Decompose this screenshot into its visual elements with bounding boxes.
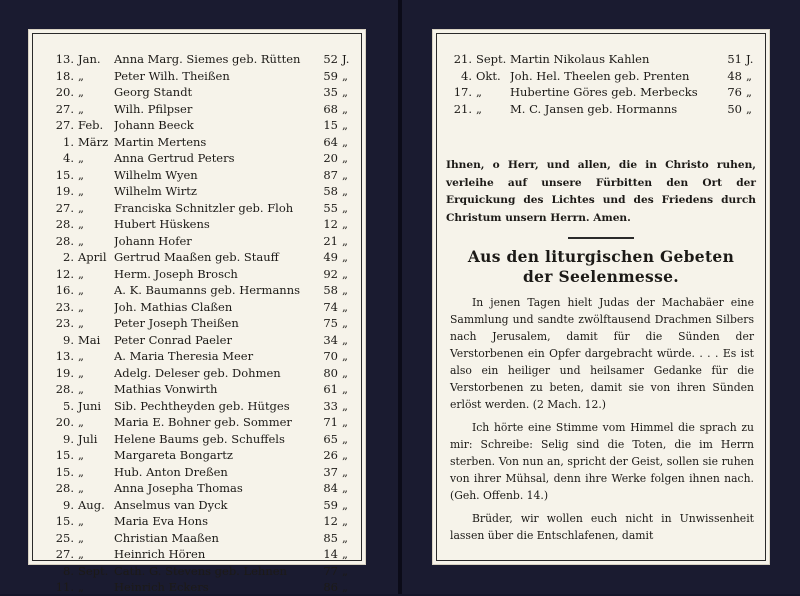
entry-age: 37 [323,464,338,479]
entry-name: Herm. Joseph Brosch [114,266,238,281]
entry-day: 28. [55,382,74,396]
entry-day: 18. [55,68,74,83]
entry-unit: J. [746,52,754,66]
entry-unit: „ [342,134,348,149]
entry-month: „ [78,448,84,462]
entry-unit: „ [342,398,348,413]
entry-day: 27. [55,118,74,132]
list-item [38,546,356,563]
entry-month: „ [78,514,84,528]
entry-unit: „ [342,266,348,281]
entry-day: 5. [63,398,74,413]
entry-unit: „ [342,118,348,132]
list-item [38,84,356,101]
entry-month: März [78,134,109,149]
list-item [38,365,356,382]
entry-unit: „ [342,382,348,396]
entry-age: 76 [727,85,742,99]
list-item [38,68,356,85]
entry-age: 85 [323,530,338,545]
entry-unit: „ [342,85,348,99]
list-item [38,101,356,118]
list-item [38,51,356,68]
entry-age: 75 [323,316,338,330]
entry-age: 71 [323,415,338,429]
entry-age: 64 [323,134,338,149]
entry-month: „ [78,464,84,479]
heading-line-1: Aus den liturgischen Gebeten [467,247,735,266]
entry-day: 28. [55,481,74,495]
entry-age: 58 [323,283,338,297]
entry-age: 61 [323,382,338,396]
entry-month: „ [476,101,482,116]
entry-name: Peter Conrad Paeler [114,332,232,347]
entry-name: Maria E. Bohner geb. Sommer [114,415,292,429]
entry-age: 12 [323,217,338,231]
entry-name: Christian Maaßen [114,530,219,545]
entry-age: 59 [323,68,338,83]
entry-month: Juli [78,431,98,446]
entry-day: 1. [63,134,74,149]
entry-age: 51 [727,52,742,66]
list-item [442,68,760,85]
list-item [38,134,356,151]
entry-name: Heinrich Eckers [114,580,209,594]
entry-day: 20. [55,415,74,429]
entry-age: 52 [323,52,338,66]
entry-name: Margareta Bongartz [114,448,233,462]
entry-name: Anna Josepha Thomas [114,481,243,495]
list-item [38,480,356,497]
entry-unit: „ [342,299,348,314]
entry-name: Franciska Schnitzler geb. Floh [114,200,294,215]
entry-month: „ [78,316,84,330]
heading-line-2: der Seelenmesse. [523,267,679,286]
entry-day: 12. [55,266,74,281]
entry-unit: „ [342,365,348,380]
entry-day: 15. [55,167,74,182]
entry-day: 19. [55,184,74,198]
list-item [38,513,356,530]
entry-unit: J. [342,52,350,66]
entry-age: 35 [323,85,338,99]
entry-unit: „ [342,481,348,495]
entry-name: Wilhelm Wyen [114,167,198,182]
entry-month: Sept. [78,563,109,578]
entry-day: 2. [63,250,74,264]
entry-age: 49 [323,250,338,264]
list-item [38,497,356,514]
entry-day: 9. [63,431,74,446]
list-item [38,233,356,250]
entry-age: 48 [727,68,742,83]
entry-month: „ [476,85,482,99]
entry-age: 77 [323,563,338,578]
right-page [432,29,770,565]
entry-unit: „ [342,184,348,198]
list-item [38,183,356,200]
entry-age: 55 [323,200,338,215]
entry-age: 14 [323,547,338,561]
entry-day: 13. [55,349,74,363]
entry-name: Sib. Pechtheyden geb. Hütges [114,398,290,413]
entry-day: 27. [55,200,74,215]
death-list-right [442,51,760,117]
entry-month: „ [78,283,84,297]
entry-month: „ [78,365,84,380]
list-item [38,464,356,481]
list-item [38,266,356,283]
list-item [38,315,356,332]
entry-day: 23. [55,299,74,314]
entry-name: Peter Joseph Theißen [114,316,239,330]
entry-age: 84 [323,481,338,495]
entry-unit: „ [746,68,752,83]
entry-age: 58 [323,184,338,198]
entry-unit: „ [342,514,348,528]
section-heading [440,247,762,287]
entry-name: Maria Eva Hons [114,514,208,528]
separator-line [568,237,634,239]
entry-day: 28. [55,233,74,248]
entry-month: Jan. [78,52,101,66]
entry-age: 12 [323,514,338,528]
entry-day: 27. [55,547,74,561]
paragraph-1: In jenen Tagen hielt Judas der Machabäer eine Sammlung und sandte zwölftausend Drachmen Silbers nach Jerusalem, damit für die Sünden der Verstorbenen ein Opfer dargebracht würde. . . . Es ist also ein heiliger und heilsamer Gedanke für die Verstorbenen zu beten, damit sie von ihren Sünden erlöst werden. (2 Mach. 12.) [450,296,754,411]
entry-name: Helene Baums geb. Schuffels [114,431,285,446]
entry-name: Johann Hofer [114,233,192,248]
entry-month: Mai [78,332,101,347]
entry-day: 9. [63,497,74,512]
entry-unit: „ [342,233,348,248]
entry-day: 4. [461,68,472,83]
entry-day: 13. [55,52,74,66]
list-item [38,216,356,233]
entry-month: „ [78,299,84,314]
entry-day: 8. [63,563,74,578]
entry-name: Heinrich Hören [114,547,206,561]
list-item [38,299,356,316]
list-item [38,167,356,184]
entry-name: Joh. Hel. Theelen geb. Prenten [510,68,690,83]
list-item [38,579,356,596]
entry-age: 20 [323,151,338,165]
death-list-left [38,51,356,596]
entry-unit: „ [342,464,348,479]
entry-unit: „ [342,68,348,83]
entry-name: Wilhelm Wirtz [114,184,197,198]
entry-age: 33 [323,398,338,413]
entry-month: Aug. [78,497,105,512]
entry-unit: „ [746,85,752,99]
entry-day: 21. [453,52,472,66]
entry-age: 74 [323,299,338,314]
entry-name: Cath. G. Stevens geb. Lehnen [114,563,287,578]
prayer-text: Ihnen, o Herr, und allen, die in Christo ruhen, verleihe auf unsere Fürbitten den Ort der Erquickung des Lichtes und des Friedens durch Christum unsern Herrn. Amen. [446,159,756,224]
entry-day: 15. [55,464,74,479]
entry-month: „ [78,481,84,495]
entry-unit: „ [342,448,348,462]
liturgical-text [450,294,754,550]
entry-name: Peter Wilh. Theißen [114,68,230,83]
entry-unit: „ [342,250,348,264]
entry-month: April [78,250,107,264]
list-item [38,348,356,365]
entry-unit: „ [342,530,348,545]
left-page [28,29,366,594]
entry-day: 17. [453,85,472,99]
entry-day: 19. [55,365,74,380]
entry-unit: „ [342,563,348,578]
entry-name: Georg Standt [114,85,193,99]
entry-month: „ [78,530,84,545]
entry-month: „ [78,184,84,198]
entry-unit: „ [342,217,348,231]
entry-unit: „ [746,101,752,116]
entry-name: A. K. Baumanns geb. Hermanns [114,283,301,297]
list-item [38,563,356,580]
list-item [38,249,356,266]
entry-month: Sept. [476,52,507,66]
entry-day: 9. [63,332,74,347]
list-item [442,101,760,118]
list-item [442,84,760,101]
entry-month: „ [78,85,84,99]
entry-unit: „ [342,547,348,561]
list-item [38,414,356,431]
entry-unit: „ [342,580,348,594]
list-item [38,117,356,134]
entry-name: Anna Marg. Siemes geb. Rütten [114,52,301,66]
entry-day: 20. [55,85,74,99]
entry-age: 92 [323,266,338,281]
entry-unit: „ [342,283,348,297]
entry-unit: „ [342,332,348,347]
entry-month: „ [78,547,84,561]
entry-name: Adelg. Deleser geb. Dohmen [114,365,281,380]
entry-month: Feb. [78,118,104,132]
entry-day: 16. [55,283,74,297]
list-item [38,398,356,415]
entry-unit: „ [342,101,348,116]
entry-age: 59 [323,497,338,512]
entry-month: „ [78,101,84,116]
entry-day: 15. [55,448,74,462]
list-item [38,530,356,547]
entry-name: Anna Gertrud Peters [114,151,235,165]
entry-age: 68 [323,101,338,116]
entry-age: 26 [323,448,338,462]
entry-day: 27. [55,101,74,116]
entry-age: 50 [727,101,742,116]
entry-month: „ [78,68,84,83]
entry-name: Mathias Vonwirth [114,382,218,396]
entry-day: 4. [63,151,74,165]
entry-name: Johann Beeck [114,118,194,132]
entry-day: 28. [55,217,74,231]
entry-name: Hubertine Göres geb. Merbecks [510,85,698,99]
entry-day: 21. [453,101,472,116]
entry-unit: „ [342,151,348,165]
entry-name: A. Maria Theresia Meer [114,349,254,363]
entry-name: Martin Nikolaus Kahlen [510,52,650,66]
entry-month: „ [78,217,84,231]
paragraph-2: Ich hörte eine Stimme vom Himmel die sprach zu mir: Schreibe: Selig sind die Toten, die im Herrn sterben. Von nun an, spricht der Geist, sollen sie ruhen von ihrer Mühsal, denn ihre Werke folgen ihnen nach. (Geh. Offenb. 14.) [450,421,754,502]
entry-day: 23. [55,316,74,330]
entry-unit: „ [342,200,348,215]
entry-month: Juni [78,398,102,413]
entry-unit: „ [342,415,348,429]
entry-unit: „ [342,316,348,330]
list-item [442,51,760,68]
list-item [38,431,356,448]
entry-name: Joh. Mathias Claßen [114,299,233,314]
list-item [38,332,356,349]
entry-month: „ [78,151,84,165]
list-item [38,150,356,167]
entry-month: Okt. [476,68,501,83]
entry-name: Hub. Anton Dreßen [114,464,228,479]
entry-day: 25. [55,530,74,545]
entry-name: Anselmus van Dyck [114,497,228,512]
entry-name: M. C. Jansen geb. Hormanns [510,101,678,116]
entry-month: „ [78,266,84,281]
entry-age: 65 [323,431,338,446]
entry-age: 87 [323,167,338,182]
entry-month: „ [78,200,84,215]
entry-month: „ [78,415,84,429]
list-item [38,200,356,217]
list-item [38,282,356,299]
paragraph-3: Brüder, wir wollen euch nicht in Unwissenheit lassen über die Entschlafenen, damit [450,512,754,542]
entry-unit: „ [342,431,348,446]
entry-unit: „ [342,349,348,363]
entry-age: 34 [323,332,338,347]
entry-day: 11. [55,580,74,594]
entry-month: „ [78,167,84,182]
entry-unit: „ [342,497,348,512]
entry-name: Martin Mertens [114,134,207,149]
entry-month: „ [78,233,84,248]
entry-age: 86 [323,580,338,594]
entry-name: Wilh. Pfilpser [114,101,193,116]
list-item [38,381,356,398]
entry-month: „ [78,580,84,594]
entry-age: 70 [323,349,338,363]
entry-day: 15. [55,514,74,528]
entry-age: 21 [323,233,338,248]
list-item [38,447,356,464]
entry-age: 80 [323,365,338,380]
entry-month: „ [78,382,84,396]
entry-month: „ [78,349,84,363]
entry-age: 15 [323,118,338,132]
entry-name: Gertrud Maaßen geb. Stauff [114,250,279,264]
entry-name: Hubert Hüskens [114,217,210,231]
entry-unit: „ [342,167,348,182]
